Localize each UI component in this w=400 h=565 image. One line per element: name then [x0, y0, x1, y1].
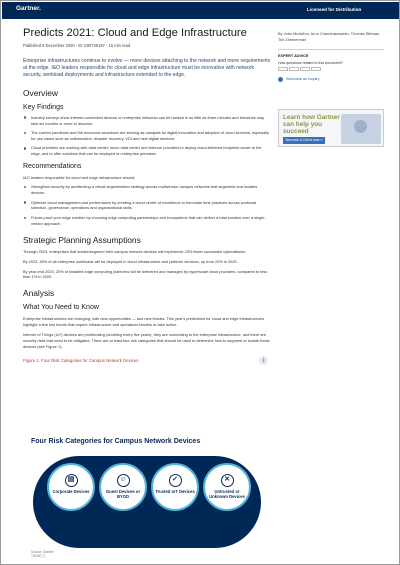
bullet-icon [24, 217, 26, 219]
top-bar [2, 2, 400, 19]
recommendations-intro: I&O leaders responsible for cloud and edge infrastructure should: [23, 175, 136, 181]
check-icon: ✓ [169, 474, 182, 487]
bullet-icon [24, 201, 26, 203]
analysis-paragraph: Internet of Things (IoT) devices are proliferating (doubling every five years), they are connecting to the enterprise infrastructure, and there are security risks that need to be mitigated. There are at least four risk categories that should be used to determine how to segment or isolate these devices (see Figure 1). [23, 332, 270, 350]
figure-link[interactable]: Figure 1. Four Risk Categories for Campus Network Devices [23, 357, 139, 363]
x-icon: ✕ [221, 474, 234, 487]
category-corporate-devices [47, 463, 95, 511]
recommendations-list [23, 184, 271, 227]
list-item: Industry surveys show internet-connected devices on enterprise networks can be hacked in as little as three minutes and breaches may take six months or more to discover. [23, 115, 271, 127]
expert-question: How questions related to this document? [278, 60, 343, 65]
divider [278, 49, 384, 50]
figure-1 [23, 438, 269, 563]
gartner-logo[interactable]: Gartner. [16, 5, 41, 12]
rating-option[interactable] [289, 67, 299, 71]
person-photo-icon [354, 120, 367, 133]
assumption-paragraph: By 2023, 40% of all enterprise workloads will be deployed in cloud infrastructure and platform services, up from 20% in 2020. [23, 258, 238, 264]
become-client-button[interactable]: Become a Client now » [283, 137, 325, 144]
overview-heading: Overview [23, 87, 58, 98]
license-label: Licensed for Distribution [307, 7, 362, 12]
download-icon[interactable]: ⤓ [259, 356, 268, 365]
category-guest-devices [99, 463, 147, 511]
figure-caption-row [23, 356, 271, 365]
category-trusted-iot [151, 463, 199, 511]
bullet-icon [24, 186, 26, 188]
category-untrusted-devices [203, 463, 251, 511]
ad-headline: Learn how Gartner can help you succeed [283, 114, 340, 135]
rating-option[interactable] [311, 67, 321, 71]
assumptions-heading: Strategic Planning Assumptions [23, 234, 141, 245]
category-label: Corporate Devices [52, 489, 90, 494]
rating-scale[interactable] [278, 67, 384, 71]
recommendations-heading: Recommendations [23, 163, 82, 171]
expert-advice-heading: EXPERT ADVICE [278, 53, 309, 58]
list-item: Optimize cloud management and performance by creating a cloud center of excellence to formulate best practices across workload selection, governance, operations and organizational skills. [23, 200, 271, 212]
what-you-need-heading: What You Need to Know [23, 304, 99, 312]
key-findings-heading: Key Findings [23, 103, 64, 111]
assumption-paragraph: By year-end 2023, 20% of installed edge computing platforms will be delivered and managed by hyperscale cloud providers, compared to less than 1% in 2020. [23, 268, 268, 280]
analysis-paragraph: Enterprise infrastructures are changing, with new opportunities — and new threats. This year's predictions for cloud and edge infrastructures highlight a few key trends that require infrastructure and operations leaders to take action. [23, 316, 265, 328]
key-findings-list [23, 115, 271, 158]
page-title: Predicts 2021: Cloud and Edge Infrastructure [23, 27, 247, 39]
category-label: Trusted IoT Devices [155, 489, 195, 494]
sidebar [278, 31, 384, 142]
bullet-icon [24, 116, 26, 118]
schedule-inquiry-link[interactable]: Schedule an Inquiry [278, 77, 384, 82]
list-item: The current pandemic and the economic slowdown are serving as catalysts for digital innovation and adoption of cloud services, especially for use cases such as collaboration, disaster recovery, VDI and new digital services. [23, 130, 271, 142]
globe-icon [278, 77, 283, 82]
building-icon: ▤ [65, 474, 78, 487]
rating-option[interactable] [300, 67, 310, 71]
list-item: Future-proof your edge solution by choosing edge computing partnerships and ecosystems that can deliver a total solution over a single-vendor approach. [23, 215, 271, 227]
ad-photo [341, 114, 381, 144]
summary-intro: Enterprise infrastructures continue to evolve — more devices attaching to the network and more requirements at the edge. I&O leaders responsible for cloud and edge infrastructure must be innovative with network security, workload deployments and infrastructure extended to the edge. [23, 58, 271, 79]
figure-title: Four Risk Categories for Campus Network Devices [31, 438, 201, 445]
person-icon: ☺ [117, 474, 130, 487]
bullet-icon [24, 147, 26, 149]
rating-option[interactable] [278, 67, 288, 71]
category-label: Guest Devices or BYOD [105, 489, 141, 499]
assumption-paragraph: Through 2023, enterprises that isolate/segment their campus network devices will experience 25% fewer successful cyberattacks. [23, 248, 247, 254]
analysis-heading: Analysis [23, 288, 55, 299]
figure-source: Source: Gartner 736187_C [31, 550, 54, 559]
figure-panel [33, 456, 261, 548]
gartner-ad-banner[interactable] [278, 109, 384, 147]
list-item: Cloud providers are working with data center, micro data center and telecom providers to deploy cloud-tethered footprints closer to the edge, and to offer solutions that can be deployed on enterprise premises. [23, 145, 271, 157]
publish-meta: Published 8 December 2020 - ID G00736187 - 15 min read [23, 43, 131, 48]
authors: By John McArthur, Arun Chandrasekaran, Thomas Bittman, Tim Zimmerman [278, 31, 381, 42]
bullet-icon [24, 132, 26, 134]
main-content [23, 27, 271, 365]
category-label: Untrusted or Unknown Devices [209, 489, 245, 499]
list-item: Strengthen security by architecting a virtual segmentation strategy across multivendor campus networks that segments and isolates devices. [23, 184, 271, 196]
